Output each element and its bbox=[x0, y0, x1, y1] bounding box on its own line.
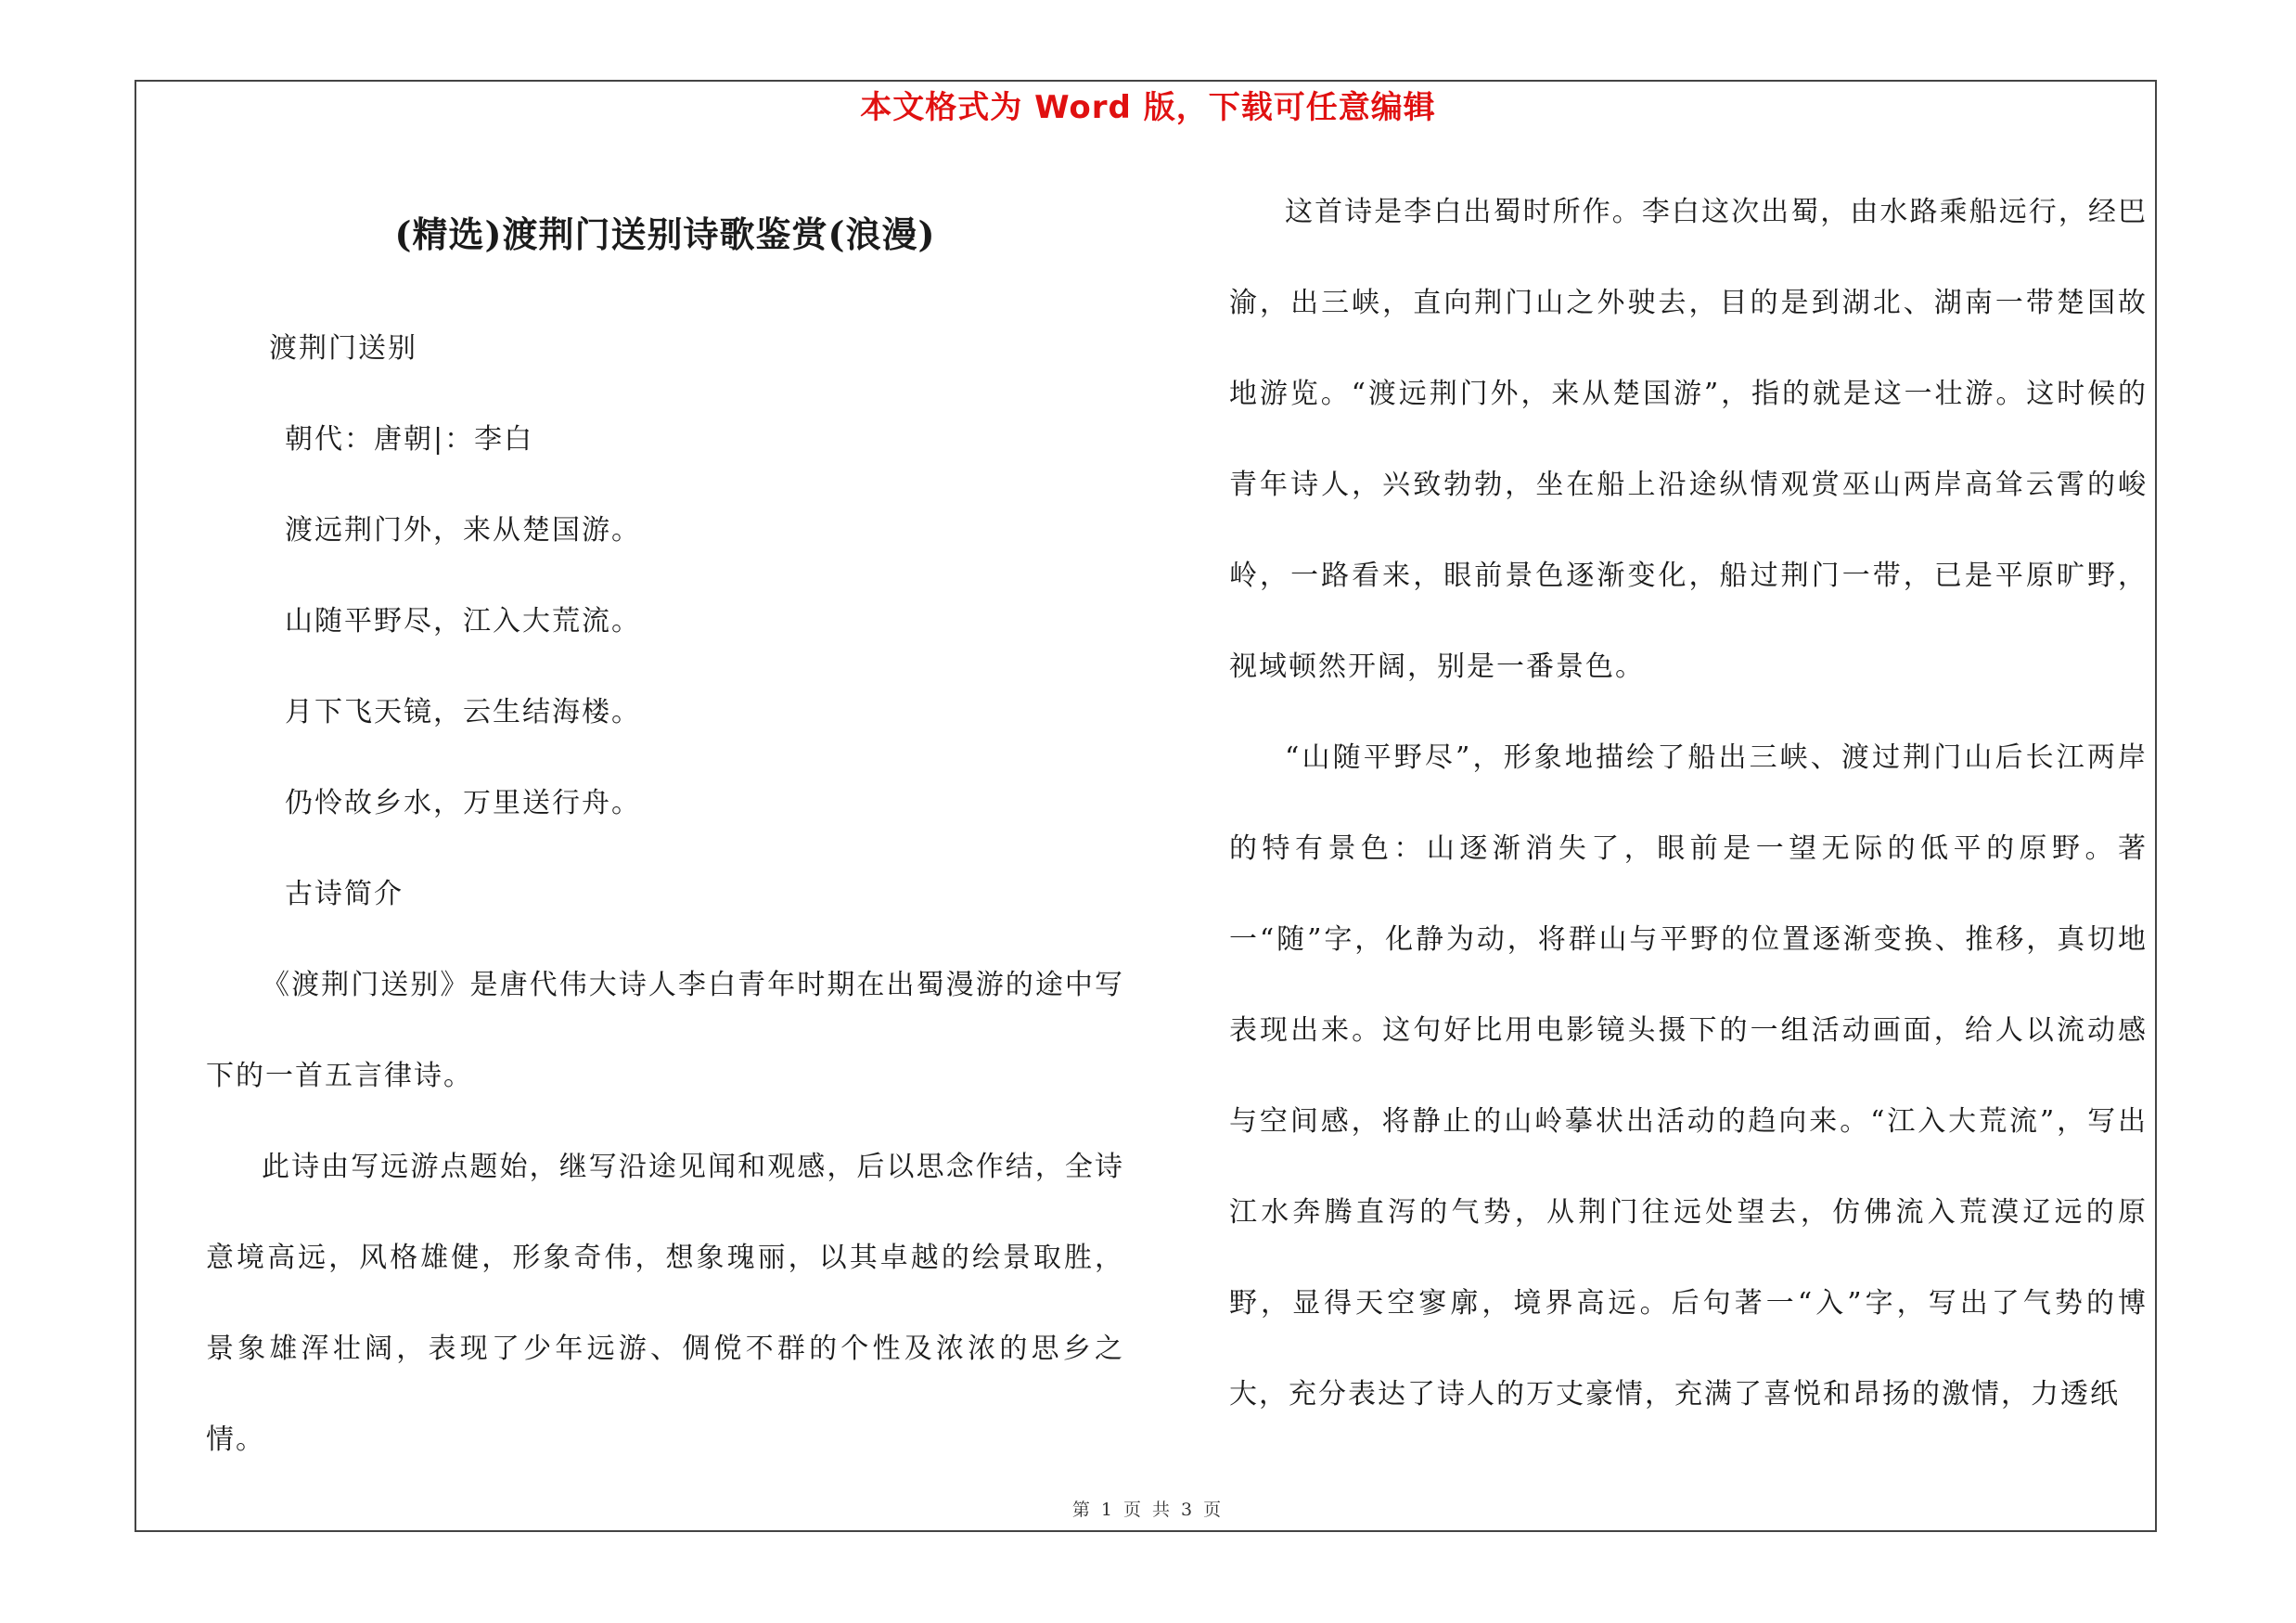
section-heading: 古诗简介 bbox=[285, 878, 404, 910]
poem-line: 渡远荆门外，来从楚国游。 bbox=[285, 514, 641, 547]
paragraph: 《渡荆门送别》是唐代伟大诗人李白青年时期在出蜀漫游的途中写下的一首五言律诗。 bbox=[206, 969, 1124, 1092]
poem-line: 山随平野尽，江入大荒流。 bbox=[285, 605, 641, 638]
page-number: 第 1 页 共 3 页 bbox=[1071, 1500, 1225, 1520]
poem-line: 月下飞天镜，云生结海楼。 bbox=[285, 696, 641, 728]
dynasty-author-line: 朝代：唐朝|：李白 bbox=[285, 423, 534, 456]
paragraph: “山随平野尽”，形象地描绘了船出三峡、渡过荆门山后长江两岸的特有景色：山逐渐消失了，眼前是一望无际的低平的原野。著一“随”字，化静为动，将群山与平野的位置逐渐变换、推移，真切地表现出来。这句好比用电影镜头摄下的一组活动画面，给人以流动感与空间感，将静止的山岭摹状出活动的趋向来。“江入大荒流”，写出江水奔腾直泻的气势，从荆门往远处望去，仿佛流入荒漠辽远的原野，显得天空寥廓，境界高远。后句著一“入”字，写出了气势的博大，充分表达了诗人的万丈豪情，充满了喜悦和昂扬的激情，力透纸 bbox=[1229, 741, 2148, 1410]
format-banner: 本文格式为 Word 版，下载可任意编辑 bbox=[860, 89, 1436, 126]
document-title: (精选)渡荆门送别诗歌鉴赏(浪漫) bbox=[394, 213, 936, 255]
paragraph: 这首诗是李白出蜀时所作。李白这次出蜀，由水路乘船远行，经巴渝，出三峡，直向荆门山之外驶去，目的是到湖北、湖南一带楚国故地游览。“渡远荆门外，来从楚国游”，指的就是这一壮游。这时候的青年诗人，兴致勃勃，坐在船上沿途纵情观赏巫山两岸高耸云霄的峻岭，一路看来，眼前景色逐渐变化，船过荆门一带，已是平原旷野，视域顿然开阔，别是一番景色。 bbox=[1229, 196, 2148, 683]
poem-title: 渡荆门送别 bbox=[269, 332, 417, 365]
paragraph: 此诗由写远游点题始，继写沿途见闻和观感，后以思念作结，全诗意境高远，风格雄健，形象奇伟，想象瑰丽，以其卓越的绘景取胜，景象雄浑壮阔，表现了少年远游、倜傥不群的个性及浓浓的思乡之情。 bbox=[206, 1151, 1124, 1456]
poem-line: 仍怜故乡水，万里送行舟。 bbox=[285, 787, 641, 819]
